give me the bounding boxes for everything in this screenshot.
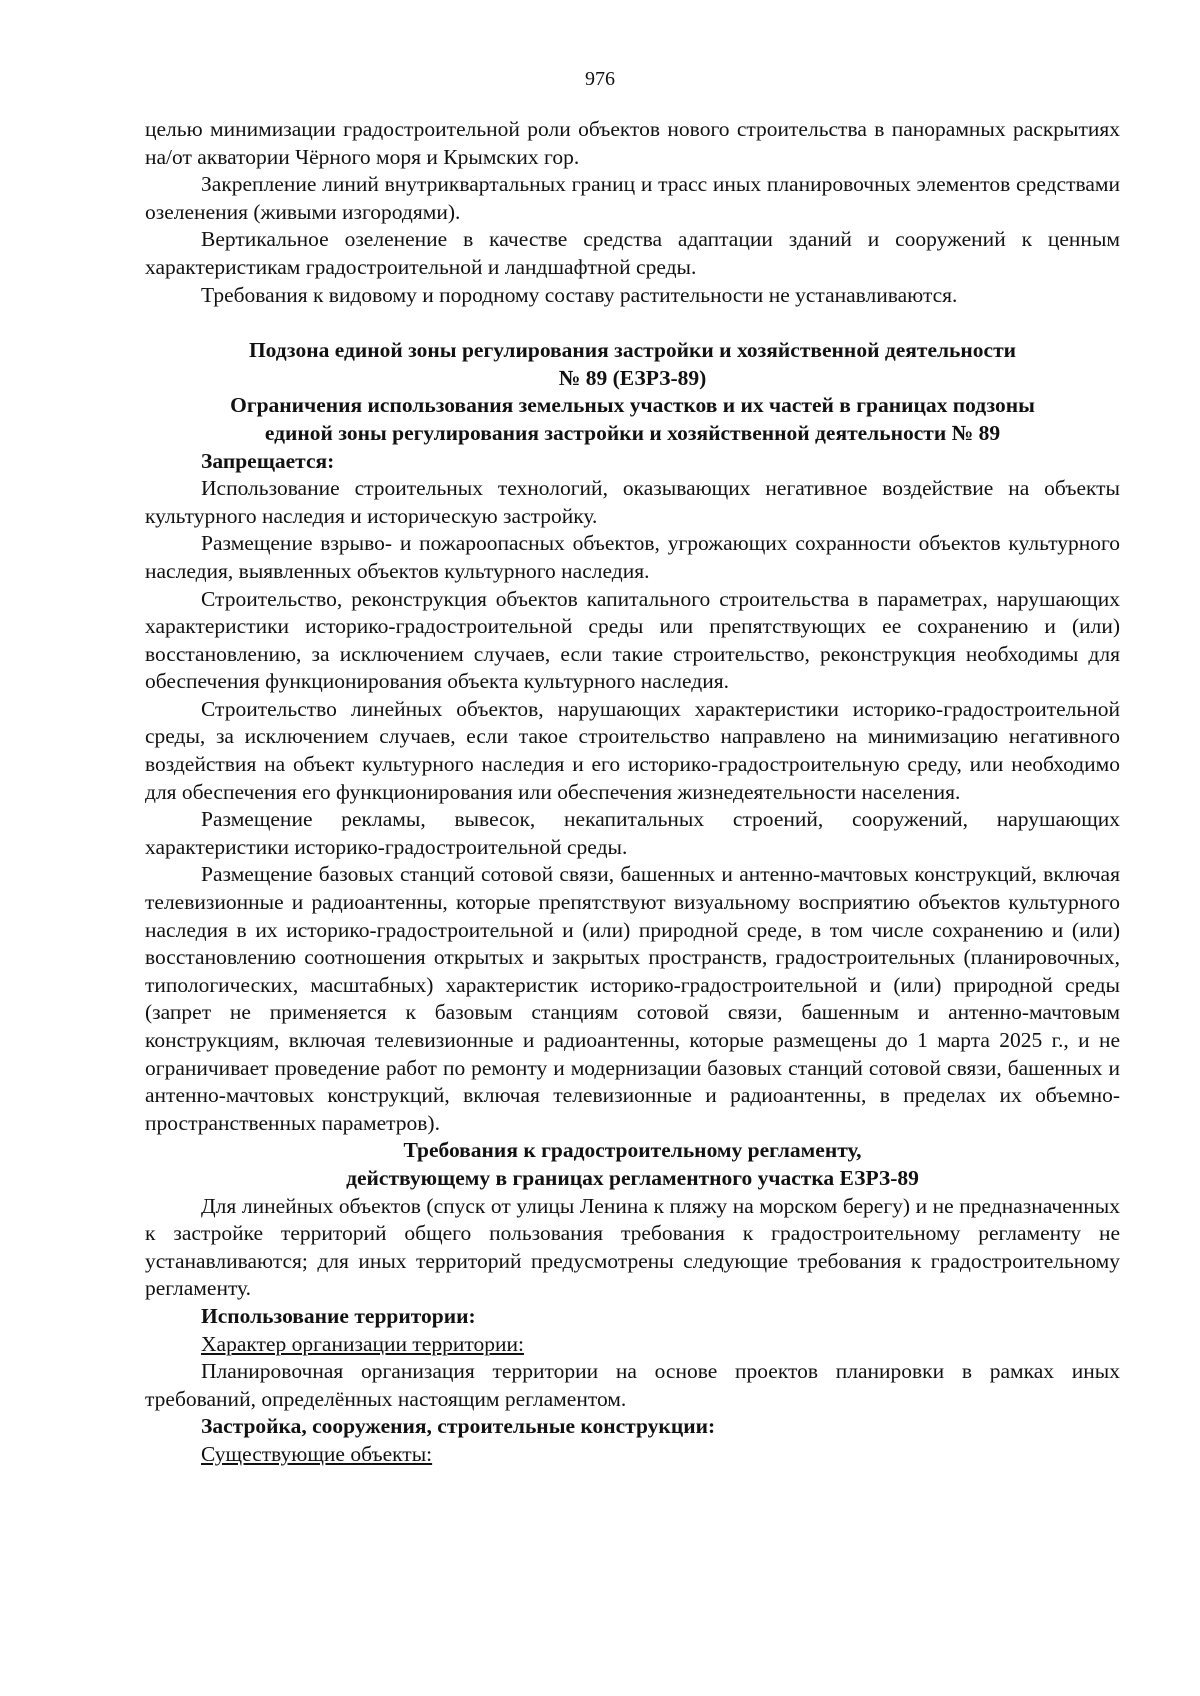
regulation-heading-line-2: действующему в границах регламентного участка ЕЗРЗ-89 [346, 1165, 919, 1190]
subzone-heading-line-2: № 89 (ЕЗРЗ-89) [558, 365, 707, 390]
prohibited-heading: Запрещается: [201, 448, 335, 473]
territory-use-heading: Использование территории: [201, 1303, 476, 1328]
paragraph-7: Строительство, реконструкция объектов капитального строительства в параметрах, нарушающих характеристики историко-градостроительной среды или препятствующих ее сохранению и (или) восстановлению, за исключением случаев, если такие строительство, реконструкция необходимы для обеспечения функционирования объекта культурного наследия. [145, 586, 1120, 694]
paragraph-2: Закрепление линий внутриквартальных границ и трасс иных планировочных элементов средствами озеленения (живыми изгородями). [145, 172, 1120, 224]
restrictions-heading-line-1: Ограничения использования земельных участков и их частей в границах подзоны [230, 393, 1035, 418]
territory-organization-subheading: Характер организации территории: [201, 1331, 524, 1356]
existing-objects-subheading: Существующие объекты: [201, 1441, 433, 1466]
spacer [145, 309, 1120, 337]
paragraph-9: Размещение рекламы, вывесок, некапитальных строений, сооружений, нарушающих характеристики историко-градостроительной среды. [145, 807, 1120, 859]
page-number: 976 [585, 68, 615, 90]
document-body [145, 116, 1120, 1469]
paragraph-4: Требования к видовому и породному составу растительности не устанавливаются. [201, 282, 958, 307]
subzone-heading-line-1: Подзона единой зоны регулирования застройки и хозяйственной деятельности [248, 338, 1017, 363]
paragraph-8: Строительство линейных объектов, нарушающих характеристики историко-градостроительной среды, за исключением случаев, если такое строительство направлено на минимизацию негативного воздействия на объект культурного наследия и его историко-градостроительную среду, или необходимо для обеспечения его функционирования или обеспечения жизнедеятельности населения. [145, 696, 1120, 804]
restrictions-heading-line-2: единой зоны регулирования застройки и хозяйственной деятельности № 89 [264, 420, 1001, 445]
paragraph-11: Для линейных объектов (спуск от улицы Ленина к пляжу на морском берегу) и не предназначенных к застройке территорий общего пользования требования к градостроительному регламенту не устанавливаются; для иных территорий предусмотрены следующие требования к градостроительному регламенту. [145, 1193, 1120, 1301]
paragraph-3: Вертикальное озеленение в качестве средства адаптации зданий и сооружений к ценным характеристикам градостроительной и ландшафтной среды. [145, 227, 1120, 279]
paragraph-12: Планировочная организация территории на основе проектов планировки в рамках иных требований, определённых настоящим регламентом. [145, 1359, 1120, 1411]
regulation-heading-line-1: Требования к градостроительному регламенту, [403, 1138, 862, 1163]
paragraph-1: целью минимизации градостроительной роли объектов нового строительства в панорамных раскрытиях на/от акватории Чёрного моря и Крымских гор. [145, 117, 1120, 169]
buildings-heading: Застройка, сооружения, строительные конструкции: [201, 1414, 716, 1439]
paragraph-10: Размещение базовых станций сотовой связи, башенных и антенно-мачтовых конструкций, включая телевизионные и радиоантенны, которые препятствуют визуальному восприятию объектов культурного наследия в их историко-градостроительной и (или) природной среде, в том числе сохранению и (или) восстановлению соотношения открытых и закрытых пространств, градостроительных (планировочных, типологических, масштабных) характеристик историко-градостроительной и (или) природной среды (запрет не применяется к базовым станциям сотовой связи, башенным и антенно-мачтовым конструкциям, включая телевизионные и радиоантенны, которые размещены до 1 марта 2025 г., и не ограничивает проведение работ по ремонту и модернизации базовых станций сотовой связи, башенных и антенно-мачтовых конструкций, включая телевизионные и радиоантенны, в пределах их объемно-пространственных параметров). [145, 862, 1120, 1135]
paragraph-5: Использование строительных технологий, оказывающих негативное воздействие на объекты культурного наследия и историческую застройку. [145, 476, 1120, 528]
paragraph-6: Размещение взрыво- и пожароопасных объектов, угрожающих сохранности объектов культурного наследия, выявленных объектов культурного наследия. [145, 531, 1120, 583]
